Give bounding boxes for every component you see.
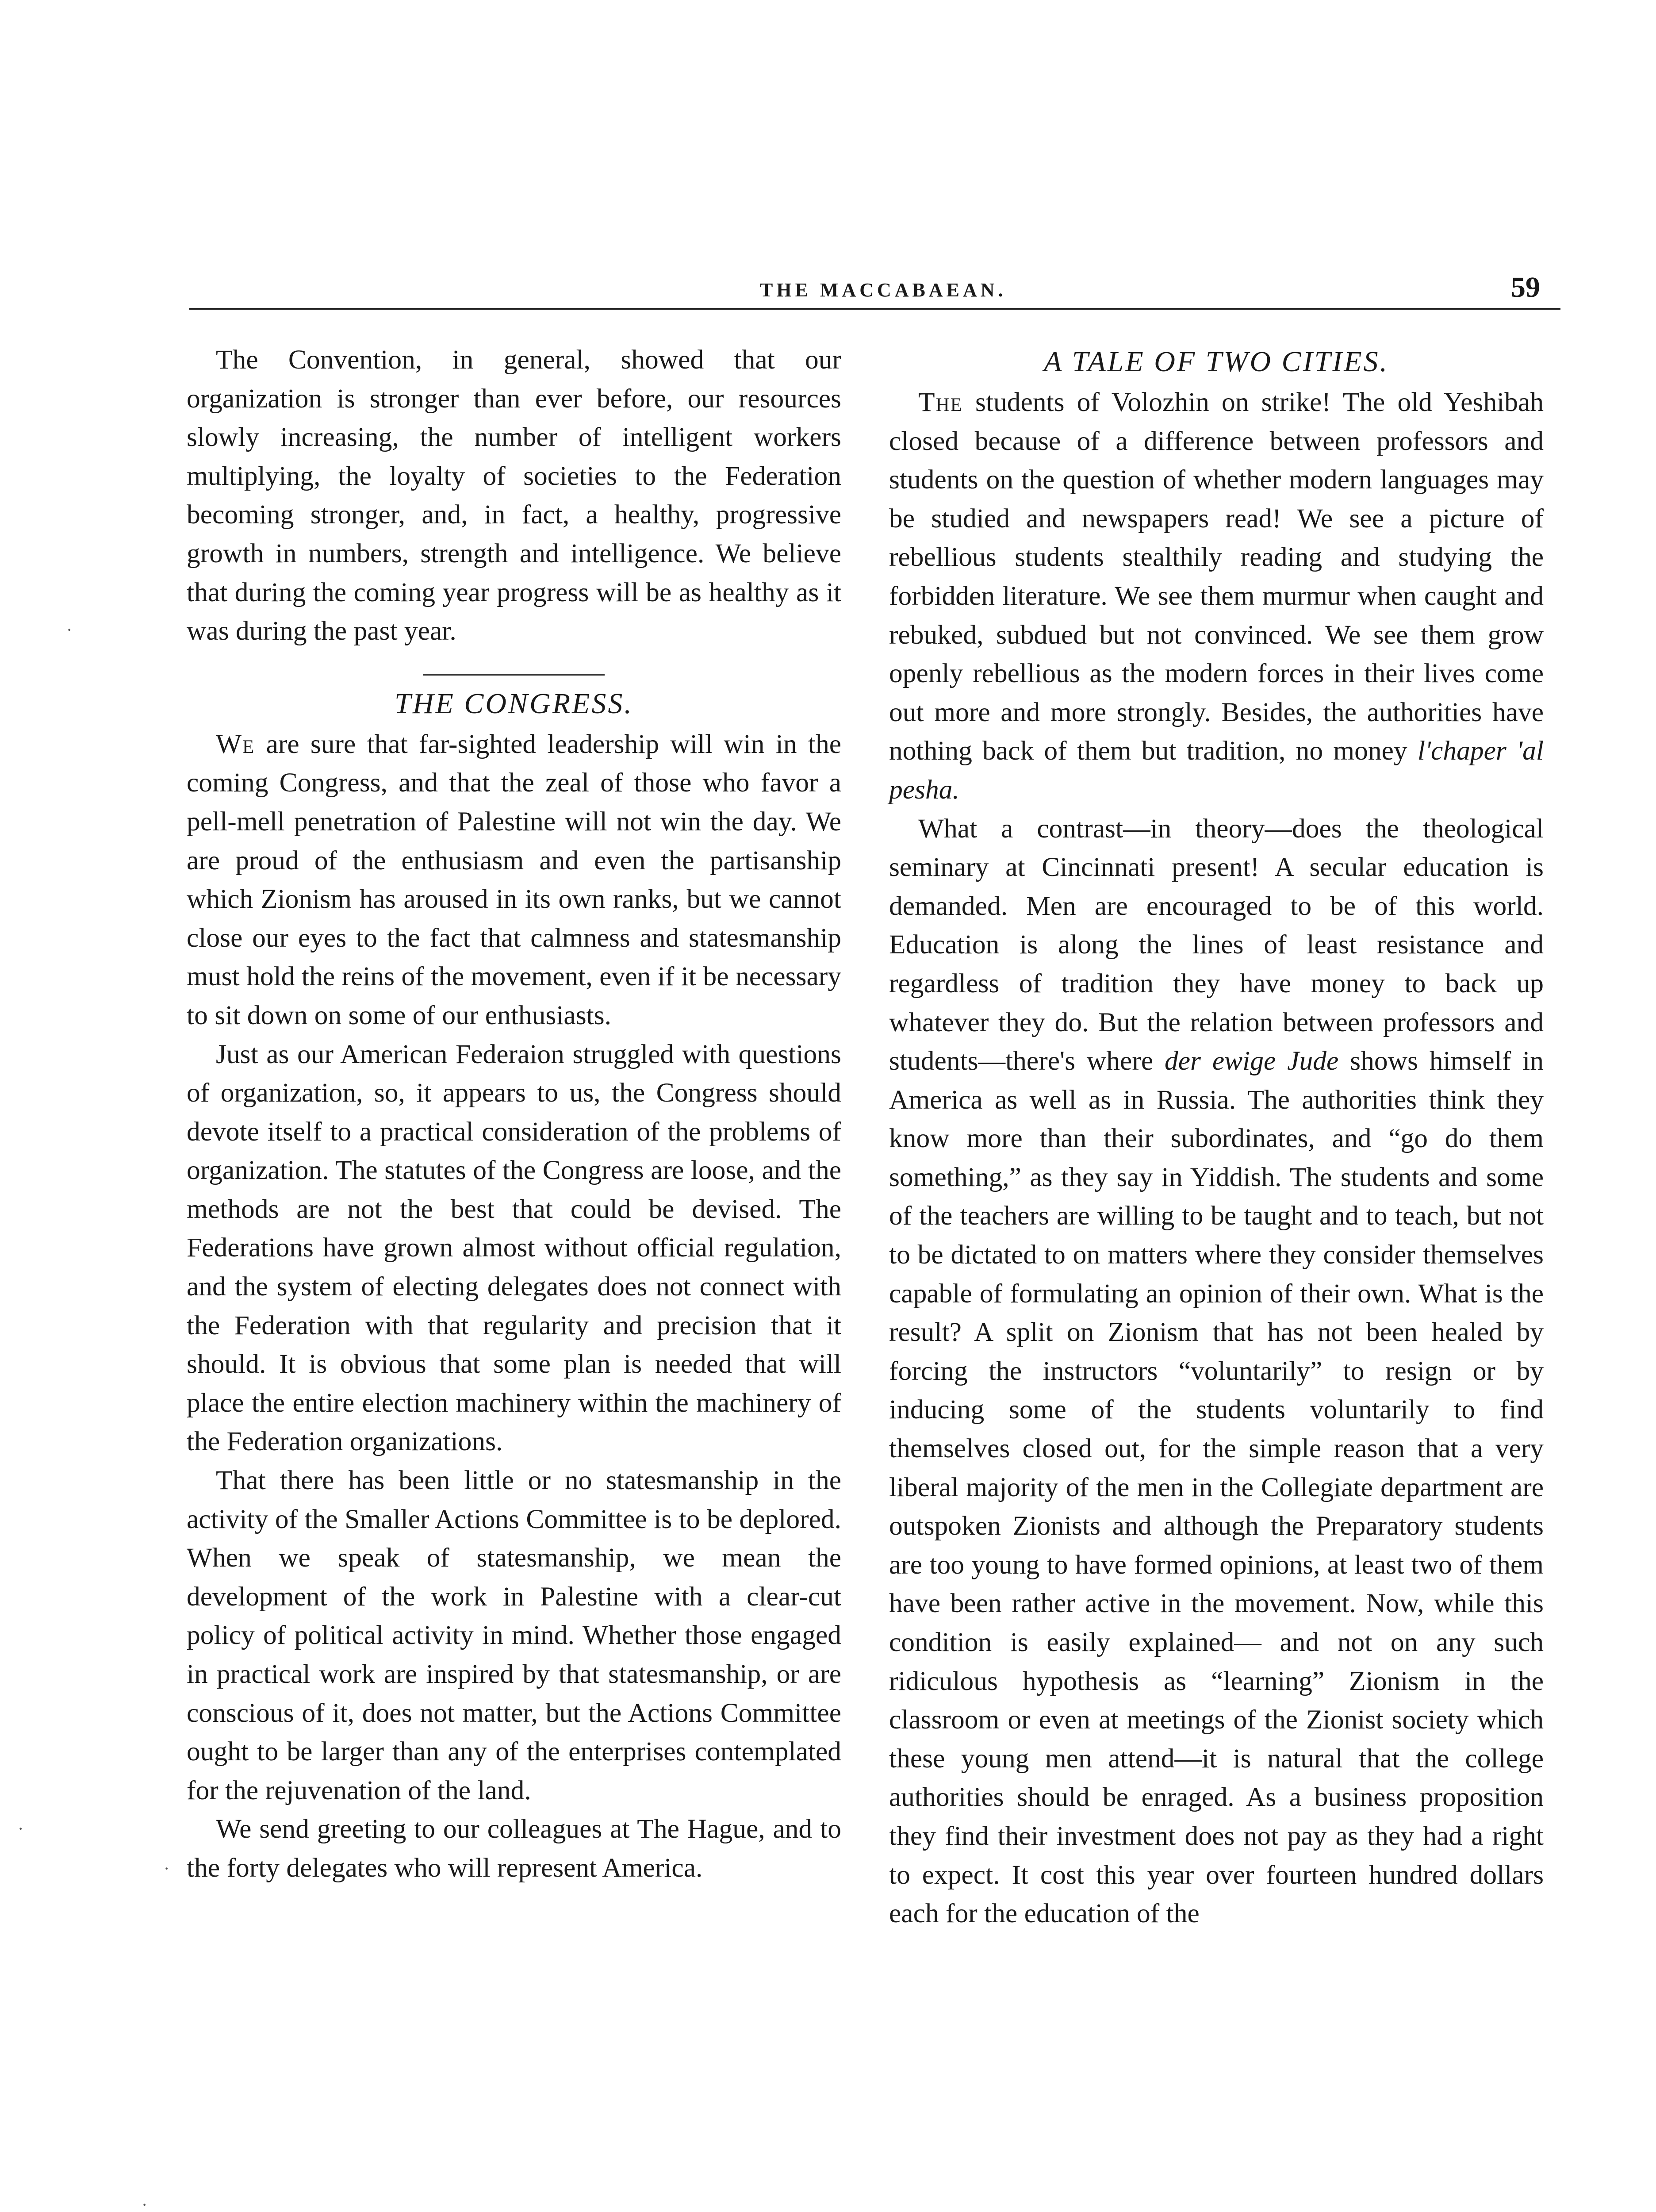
congress-paragraph-4: We send greeting to our colleagues at The Hague, and to the forty delegates who will represent America.: [187, 1814, 841, 1883]
page-header: [189, 271, 1560, 311]
congress-heading: THE CONGRESS.: [395, 687, 633, 720]
congress-paragraph-1-text: are sure that far-sighted leadership will win in the coming Congress, and that the zeal of those who favor a pell-mell penetration of Palestine will not win the day. We are proud of the enthusiasm and even the partisanship which Zionism has aroused in its own ranks, but we cannot close our eyes to the fact that calmness and statesmanship must hold the reins of the movement, even if it be necessary to sit down on some of our enthusiasts.: [187, 729, 841, 1030]
margin-speck: ·: [66, 620, 73, 640]
tale-paragraph-2-text-a: What a contrast—in theory—does the theological seminary at Cincinnati present! A secular education is demanded. Men are encouraged to be of this world. Education is along the lines of least resistance and regardless of tradition they have money to back up whatever they do. But the relation between professors and students—there's where: [889, 813, 1544, 1076]
congress-paragraph-1: [187, 725, 841, 1035]
tale-foreign-term: der ewige Jude: [1165, 1046, 1339, 1076]
header-rule: [189, 308, 1560, 310]
convention-paragraph: The Convention, in general, showed that our organization is stronger than ever before, our resources slowly increasing, the number of intelligent workers multiplying, the loyalty of societies to the Federation becoming stronger, and, in fact, a healthy, progressive growth in numbers, strength and intelligence. We believe that during the coming year progress will be as healthy as it was during the past year.: [187, 345, 841, 646]
tale-foreign-phrase: l'chaper 'al pesha.: [889, 736, 1544, 805]
section-divider: [423, 674, 605, 676]
tale-paragraph-2-text-b: shows himself in America as well as in Russia. The authorities think they know more than their subordinates, and “go do them something,” as they say in Yiddish. The students and some of the teachers are willing to be taught and to teach, but not to be dictated to on matters where they consider themselves capable of formulating an opinion of their own. What is the result? A split on Zionism that has not been healed by forcing the instructors “voluntarily” to resign or by inducing some of the students voluntarily to find themselves closed out, for the simple reason that a very liberal majority of the men in the Collegiate department are outspoken Zionists and although the Preparatory students are too young to have formed opinions, at least two of them have been rather active in the movement. Now, while this condition is easily explained— and not on any such ridiculous hypothesis as “learning” Zionism in the classroom or even at meetings of the Zionist society which these young men attend—it is natural that the college authorities should be enraged. As a business proposition they find their investment does not pay as they had a right to expect. It cost this year over fourteen hundred dollars each for the education of the: [889, 1046, 1544, 1929]
margin-speck: ·: [164, 1859, 170, 1878]
margin-speck: ·: [142, 2195, 148, 2212]
congress-lead-word: We: [216, 729, 255, 759]
tale-paragraph-1-text: students of Volozhin on strike! The old Yeshibah closed because of a difference between professors and students on the question of whether modern languages may be studied and newspapers read! We see a picture of rebellious students stealthily reading and studying the forbidden literature. We see them murmur when caught and rebuked, subdued but not convinced. We see them grow openly rebellious as the modern forces in their lives come out more and more strongly. Besides, the authorities have nothing back of them but tradition, no money: [889, 387, 1544, 766]
congress-paragraph-3: That there has been little or no statesmanship in the activity of the Smaller Actions Committee is to be deplored. When we speak of statesmanship, we mean the development of the work in Palestine with a clear-cut policy of political activity in mind. Whether those engaged in practical work are inspired by that statesmanship, or are conscious of it, does not matter, but the Actions Committee ought to be larger than any of the enterprises contemplated for the rejuvenation of the land.: [187, 1465, 841, 1805]
tale-paragraph-2: [889, 810, 1544, 1933]
running-title: THE MACCABAEAN.: [760, 279, 1007, 301]
congress-paragraph-2: Just as our American Federaion struggled with questions of organization, so, it appears to us, the Congress should devote itself to a practical consideration of the problems of organization. The statutes of the Congress are loose, and the methods are not the best that could be devised. The Federations have grown almost without official regulation, and the system of electing delegates does not connect with the Federation with that regularity and precision that it should. It is obvious that some plan is needed that will place the entire election machinery within the machinery of the Federation organizations.: [187, 1039, 841, 1457]
tale-paragraph-1: [889, 383, 1544, 810]
tale-heading: A TALE OF TWO CITIES.: [1043, 346, 1389, 378]
margin-speck: ·: [18, 1819, 24, 1839]
page-number: 59: [1511, 271, 1540, 303]
left-column: [187, 341, 841, 1888]
tale-lead-word: The: [918, 387, 963, 417]
right-column: [889, 341, 1544, 1933]
